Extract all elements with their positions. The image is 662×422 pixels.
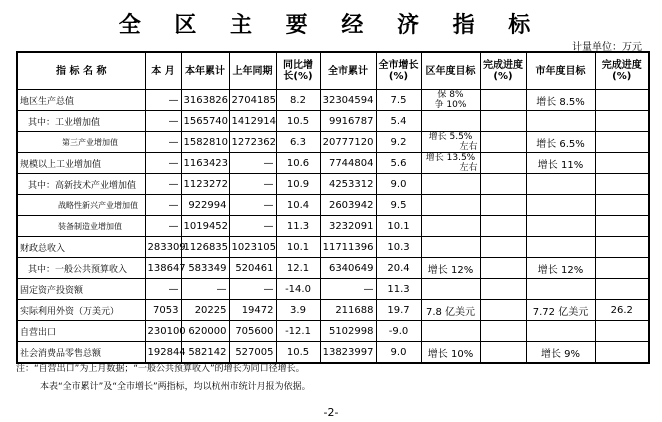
cell-district-progress: [480, 132, 526, 153]
table-row: [17, 321, 649, 342]
cell-name: 地区生产总值: [17, 90, 145, 111]
column-header: 上年同期: [229, 52, 276, 90]
cell-name: 其中：一般公共预算收入: [17, 258, 145, 279]
cell-district-target: [421, 90, 480, 111]
cell-district-target: 7.8 亿美元: [421, 300, 480, 321]
cell-name: 其中：高新技术产业增加值: [17, 174, 145, 195]
cell-growth: 8.2: [276, 90, 320, 111]
cell-district-target: [421, 153, 480, 174]
cell-city-growth: 9.0: [376, 174, 421, 195]
cell-prev: —: [229, 174, 276, 195]
cell-city-target: 增长 11%: [526, 153, 595, 174]
cell-prev: —: [229, 279, 276, 300]
cell-city-growth: 9.0: [376, 342, 421, 364]
cell-growth: 10.4: [276, 195, 320, 216]
cell-month: —: [145, 111, 181, 132]
cell-prev: 19472: [229, 300, 276, 321]
cell-district-progress: [480, 342, 526, 364]
cell-district-target: [421, 321, 480, 342]
cell-city-growth: 5.6: [376, 153, 421, 174]
cell-prev: 1412914: [229, 111, 276, 132]
cell-month: —: [145, 174, 181, 195]
cell-growth: 10.5: [276, 342, 320, 364]
cell-city-progress: [595, 279, 649, 300]
cell-ytd: 1163423: [181, 153, 229, 174]
cell-city-target: [526, 216, 595, 237]
cell-growth: 10.5: [276, 111, 320, 132]
cell-ytd: 1019452: [181, 216, 229, 237]
cell-city-target: 增长 8.5%: [526, 90, 595, 111]
cell-month: —: [145, 132, 181, 153]
cell-district-progress: [480, 237, 526, 258]
cell-growth: 10.9: [276, 174, 320, 195]
cell-district-progress: [480, 90, 526, 111]
cell-ytd: 1123272: [181, 174, 229, 195]
column-header: 市年度目标: [526, 52, 595, 90]
cell-growth: 3.9: [276, 300, 320, 321]
cell-city-ytd: 5102998: [320, 321, 376, 342]
cell-ytd: 583349: [181, 258, 229, 279]
cell-city-progress: [595, 90, 649, 111]
cell-district-target: [421, 195, 480, 216]
cell-month: —: [145, 195, 181, 216]
cell-city-target: [526, 174, 595, 195]
cell-district-progress: [480, 279, 526, 300]
target-line-2: 左右: [459, 163, 478, 173]
table-row: [17, 174, 649, 195]
cell-name: 第三产业增加值: [17, 132, 145, 153]
cell-city-ytd: 13823997: [320, 342, 376, 364]
cell-month: 230100: [145, 321, 181, 342]
cell-growth: 12.1: [276, 258, 320, 279]
cell-name: 实际利用外资（万美元）: [17, 300, 145, 321]
cell-city-growth: 10.3: [376, 237, 421, 258]
table-row: [17, 153, 649, 174]
cell-city-target: 增长 9%: [526, 342, 595, 364]
cell-name: 固定资产投资额: [17, 279, 145, 300]
table-row: [17, 111, 649, 132]
cell-prev: 705600: [229, 321, 276, 342]
cell-city-growth: -9.0: [376, 321, 421, 342]
cell-city-growth: 5.4: [376, 111, 421, 132]
cell-city-progress: [595, 237, 649, 258]
cell-city-ytd: 6340649: [320, 258, 376, 279]
table-header-row: [17, 52, 649, 90]
cell-city-ytd: 4253312: [320, 174, 376, 195]
table-row: [17, 342, 649, 364]
cell-ytd: 20225: [181, 300, 229, 321]
column-header: 同比增长(%): [276, 52, 320, 90]
table-body: [17, 90, 649, 364]
cell-city-target: [526, 195, 595, 216]
cell-city-growth: 7.5: [376, 90, 421, 111]
cell-city-progress: 26.2: [595, 300, 649, 321]
note-line-2: 本表“全市累计”及“全市增长”两指标，均以杭州市统计月报为依据。: [40, 382, 311, 392]
cell-district-target: [421, 111, 480, 132]
column-header: 全市累计: [320, 52, 376, 90]
cell-district-progress: [480, 258, 526, 279]
unit-label: 计量单位：万元: [572, 42, 642, 53]
cell-city-progress: [595, 342, 649, 364]
cell-ytd: 922994: [181, 195, 229, 216]
cell-city-ytd: 9916787: [320, 111, 376, 132]
table-row: [17, 132, 649, 153]
cell-district-progress: [480, 300, 526, 321]
cell-district-progress: [480, 216, 526, 237]
cell-city-ytd: —: [320, 279, 376, 300]
cell-month: —: [145, 279, 181, 300]
target-line-2: 争 10%: [434, 100, 467, 110]
cell-prev: 2704185: [229, 90, 276, 111]
cell-growth: 6.3: [276, 132, 320, 153]
cell-name: 其中：工业增加值: [17, 111, 145, 132]
cell-prev: 527005: [229, 342, 276, 364]
column-header: 完成进度(%): [480, 52, 526, 90]
cell-city-target: 7.72 亿美元: [526, 300, 595, 321]
cell-district-target: [421, 216, 480, 237]
cell-district-progress: [480, 195, 526, 216]
page-title: 全 区 主 要 经 济 指 标: [118, 12, 544, 38]
table-row: [17, 300, 649, 321]
indicator-table: [16, 51, 650, 364]
cell-city-growth: 10.1: [376, 216, 421, 237]
cell-city-ytd: 2603942: [320, 195, 376, 216]
column-header: 本年累计: [181, 52, 229, 90]
column-header: 区年度目标: [421, 52, 480, 90]
column-header: 指 标 名 称: [17, 52, 145, 90]
cell-ytd: 1565740: [181, 111, 229, 132]
cell-district-progress: [480, 153, 526, 174]
cell-district-progress: [480, 111, 526, 132]
column-header: 全市增长(%): [376, 52, 421, 90]
cell-district-target: [421, 132, 480, 153]
cell-district-target: 增长 10%: [421, 342, 480, 364]
table-row: [17, 90, 649, 111]
cell-city-target: 增长 12%: [526, 258, 595, 279]
cell-ytd: 3163826: [181, 90, 229, 111]
cell-city-target: 增长 6.5%: [526, 132, 595, 153]
target-line-1: 保 8%: [437, 90, 464, 100]
cell-prev: 520461: [229, 258, 276, 279]
cell-month: 283309: [145, 237, 181, 258]
cell-growth: -12.1: [276, 321, 320, 342]
cell-city-growth: 11.3: [376, 279, 421, 300]
cell-city-progress: [595, 195, 649, 216]
cell-district-progress: [480, 321, 526, 342]
note-line-1: 注：“自营出口”为上月数据；“一般公共预算收入”的增长为同口径增长。: [16, 364, 305, 374]
column-header: 完成进度(%): [595, 52, 649, 90]
cell-city-growth: 19.7: [376, 300, 421, 321]
cell-growth: 10.6: [276, 153, 320, 174]
cell-name: 规模以上工业增加值: [17, 153, 145, 174]
cell-growth: 10.1: [276, 237, 320, 258]
cell-city-ytd: 211688: [320, 300, 376, 321]
cell-prev: —: [229, 153, 276, 174]
table-row: [17, 279, 649, 300]
cell-ytd: 1582810: [181, 132, 229, 153]
cell-city-growth: 20.4: [376, 258, 421, 279]
cell-city-target: [526, 321, 595, 342]
page-number: -2-: [323, 406, 339, 419]
cell-prev: —: [229, 216, 276, 237]
cell-city-growth: 9.2: [376, 132, 421, 153]
cell-city-progress: [595, 258, 649, 279]
cell-month: —: [145, 90, 181, 111]
cell-city-target: [526, 237, 595, 258]
cell-city-progress: [595, 216, 649, 237]
cell-ytd: 582142: [181, 342, 229, 364]
cell-month: —: [145, 153, 181, 174]
cell-ytd: —: [181, 279, 229, 300]
cell-month: 7053: [145, 300, 181, 321]
target-line-2: 左右: [459, 142, 478, 152]
cell-city-ytd: 32304594: [320, 90, 376, 111]
cell-city-progress: [595, 321, 649, 342]
column-header: 本 月: [145, 52, 181, 90]
cell-name: 财政总收入: [17, 237, 145, 258]
cell-city-progress: [595, 111, 649, 132]
cell-city-progress: [595, 174, 649, 195]
cell-city-progress: [595, 153, 649, 174]
cell-month: 192844: [145, 342, 181, 364]
table-row: [17, 216, 649, 237]
cell-city-target: [526, 111, 595, 132]
cell-name: 自营出口: [17, 321, 145, 342]
cell-prev: 1023105: [229, 237, 276, 258]
cell-month: —: [145, 216, 181, 237]
cell-month: 138647: [145, 258, 181, 279]
cell-city-target: [526, 279, 595, 300]
cell-ytd: 1126835: [181, 237, 229, 258]
cell-name: 社会消费品零售总额: [17, 342, 145, 364]
cell-growth: 11.3: [276, 216, 320, 237]
cell-prev: 1272362: [229, 132, 276, 153]
cell-city-growth: 9.5: [376, 195, 421, 216]
cell-city-ytd: 20777120: [320, 132, 376, 153]
cell-district-progress: [480, 174, 526, 195]
target-line-1: 增长 13.5%: [425, 153, 476, 163]
table-row: [17, 195, 649, 216]
cell-city-ytd: 3232091: [320, 216, 376, 237]
cell-city-progress: [595, 132, 649, 153]
cell-name: 战略性新兴产业增加值: [17, 195, 145, 216]
cell-district-target: [421, 237, 480, 258]
cell-district-target: 增长 12%: [421, 258, 480, 279]
cell-growth: -14.0: [276, 279, 320, 300]
cell-city-ytd: 7744804: [320, 153, 376, 174]
target-line-1: 增长 5.5%: [428, 132, 473, 142]
cell-name: 装备制造业增加值: [17, 216, 145, 237]
cell-prev: —: [229, 195, 276, 216]
cell-district-target: [421, 174, 480, 195]
cell-city-ytd: 11711396: [320, 237, 376, 258]
table-row: [17, 237, 649, 258]
cell-district-target: [421, 279, 480, 300]
cell-ytd: 620000: [181, 321, 229, 342]
table-row: [17, 258, 649, 279]
